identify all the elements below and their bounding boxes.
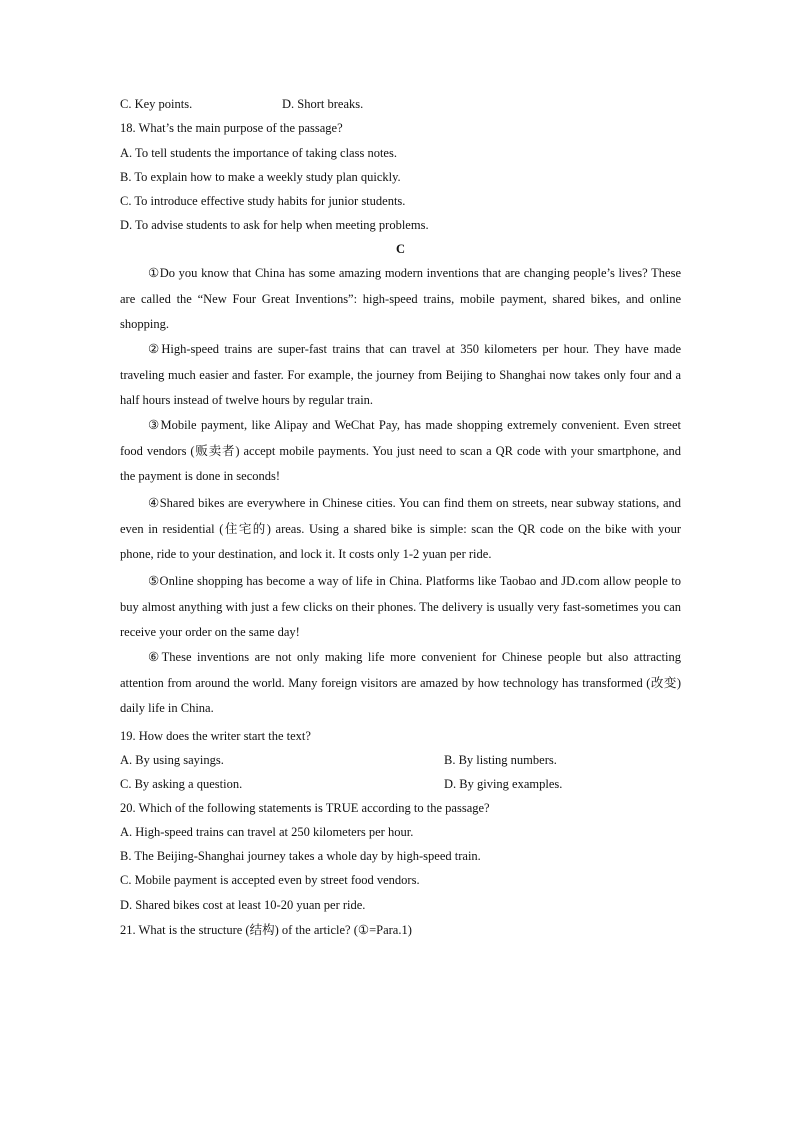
q18-question: 18. What’s the main purpose of the passage? xyxy=(120,121,343,135)
q19-question: 19. How does the writer start the text? xyxy=(120,729,311,743)
q19-option-d: D. By giving examples. xyxy=(444,777,563,791)
q18-option-c: C. To introduce effective study habits for junior students. xyxy=(120,194,406,208)
q20-option-b: B. The Beijing-Shanghai journey takes a whole day by high-speed train. xyxy=(120,849,481,863)
paragraph-6: ⑥These inventions are not only making life more convenient for Chinese people but also attracting attention from around the world. Many foreign visitors are amazed by how technology has transformed (改变) daily life in China. xyxy=(120,650,681,715)
paragraph-1: ①Do you know that China has some amazing modern inventions that are changing people’s lives? These are called the “New Four Great Inventions”: high-speed trains, mobile payment, shared bikes, and online shopping. xyxy=(120,266,681,331)
paragraph-2: ②High-speed trains are super-fast trains that can travel at 350 kilometers per hour. They have made traveling much easier and faster. For example, the journey from Beijing to Shanghai now takes only four and a half hours instead of twelve hours by regular train. xyxy=(120,342,681,407)
q18-option-a: A. To tell students the importance of taking class notes. xyxy=(120,146,397,160)
q20-option-c: C. Mobile payment is accepted even by street food vendors. xyxy=(120,873,420,887)
paragraph-3: ③Mobile payment, like Alipay and WeChat Pay, has made shopping extremely convenient. Even street food vendors (贩卖者) accept mobile payments. You just need to scan a QR code with your smartphone, and the payment is done in seconds! xyxy=(120,418,681,483)
q19-option-b: B. By listing numbers. xyxy=(444,753,557,767)
section-title: C xyxy=(395,242,406,256)
q18-option-b: B. To explain how to make a weekly study plan quickly. xyxy=(120,170,401,184)
paragraph-4: ④Shared bikes are everywhere in Chinese cities. You can find them on streets, near subway stations, and even in residential (住宅的) areas. Using a shared bike is simple: scan the QR code on the bike with your phone, ride to your destination, and lock it. It costs only 1-2 yuan per ride. xyxy=(120,496,681,561)
q20-option-d: D. Shared bikes cost at least 10-20 yuan per ride. xyxy=(120,898,366,912)
q20-option-a: A. High-speed trains can travel at 250 kilometers per hour. xyxy=(120,825,414,839)
q19-option-a: A. By using sayings. xyxy=(120,753,224,767)
paragraph-5: ⑤Online shopping has become a way of life in China. Platforms like Taobao and JD.com allow people to buy almost anything with just a few clicks on their phones. The delivery is usually very fast-sometimes you can receive your order on the same day! xyxy=(120,574,681,639)
q17-option-d: D. Short breaks. xyxy=(282,97,364,111)
q19-option-c: C. By asking a question. xyxy=(120,777,243,791)
q17-option-c: C. Key points. xyxy=(120,97,193,111)
q21-question: 21. What is the structure (结构) of the article? (①=Para.1) xyxy=(120,923,412,937)
q18-option-d: D. To advise students to ask for help when meeting problems. xyxy=(120,218,429,232)
q20-question: 20. Which of the following statements is TRUE according to the passage? xyxy=(120,801,490,815)
